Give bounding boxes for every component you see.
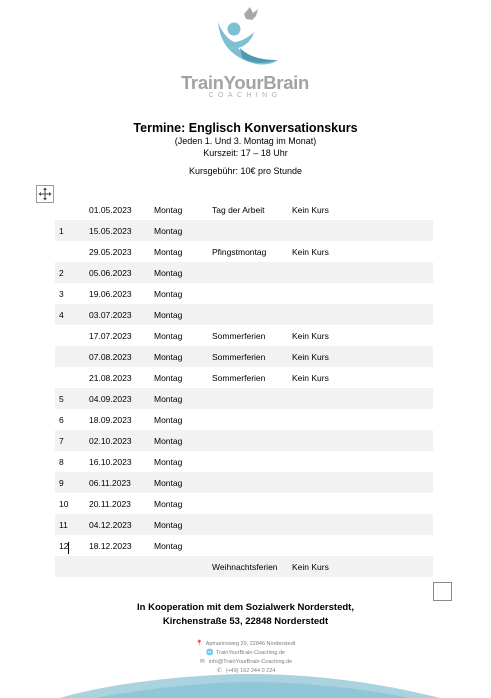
row-weekday: Montag [154, 415, 183, 425]
row-weekday: Montag [154, 247, 183, 257]
row-weekday: Montag [154, 394, 183, 404]
row-number: 10 [59, 499, 69, 509]
table-row[interactable] [55, 367, 433, 388]
table-row[interactable] [55, 493, 433, 514]
row-number: 11 [59, 520, 68, 530]
table-row[interactable] [55, 451, 433, 472]
row-weekday: Montag [154, 289, 183, 299]
location-pin-icon: 📍 [195, 641, 204, 647]
row-weekday: Montag [154, 457, 183, 467]
row-status: Kein Kurs [292, 247, 329, 257]
table-row[interactable] [55, 388, 433, 409]
row-number: 4 [59, 310, 64, 320]
cooperation-line-2: Kirchenstraße 53, 22848 Norderstedt [162, 616, 329, 627]
table-move-handle[interactable] [36, 185, 54, 203]
row-date: 04.12.2023 [89, 520, 132, 530]
row-date: 19.06.2023 [89, 289, 132, 299]
row-status: Kein Kurs [292, 352, 329, 362]
move-arrows-icon [38, 187, 52, 201]
table-resize-handle[interactable] [433, 582, 452, 601]
row-status: Kein Kurs [292, 562, 329, 572]
row-note: Sommerferien [212, 352, 266, 362]
schedule-table[interactable] [55, 199, 433, 577]
phone-icon: ✆ [216, 668, 222, 674]
row-weekday: Montag [154, 331, 183, 341]
row-status: Kein Kurs [292, 373, 329, 383]
row-status: Kein Kurs [292, 205, 329, 215]
row-date: 20.11.2023 [89, 499, 131, 509]
footer-contact-text: info@TrainYourBrain-Coaching.de [208, 659, 293, 665]
row-weekday: Montag [154, 205, 183, 215]
brand-logo [170, 4, 320, 100]
table-row[interactable] [55, 262, 433, 283]
person-with-bird-logo-icon [210, 4, 280, 68]
table-row[interactable] [55, 556, 433, 577]
row-note: Sommerferien [212, 331, 266, 341]
page-subtitle: (Jeden 1. Und 3. Montag im Monat) [174, 136, 317, 146]
footer-contact-line [0, 649, 491, 658]
row-date: 18.09.2023 [89, 415, 132, 425]
row-weekday: Montag [154, 226, 183, 236]
row-status: Kein Kurs [292, 331, 329, 341]
table-row[interactable] [55, 241, 433, 262]
footer-contact-text: (+49) 162 244 0 224 [225, 668, 276, 674]
row-weekday: Montag [154, 499, 183, 509]
brand-name: TrainYourBrain [180, 72, 310, 93]
row-number: 8 [59, 457, 64, 467]
footer-wave [0, 668, 491, 698]
course-time: Kurszeit: 17 – 18 Uhr [203, 148, 288, 158]
table-row[interactable] [55, 220, 433, 241]
row-number: 7 [59, 436, 64, 446]
row-date: 03.07.2023 [89, 310, 132, 320]
table-row[interactable] [55, 199, 433, 220]
row-date: 18.12.2023 [89, 541, 132, 551]
row-note: Sommerferien [212, 373, 266, 383]
row-number: 2 [59, 268, 64, 278]
row-date: 05.06.2023 [89, 268, 132, 278]
row-date: 07.08.2023 [89, 352, 132, 362]
row-weekday: Montag [154, 310, 183, 320]
course-fee: Kursgebühr: 10€ pro Stunde [188, 166, 303, 176]
footer-contact-line [0, 658, 491, 667]
row-note: Pfingstmontag [212, 247, 267, 257]
row-note: Tag der Arbeit [212, 205, 265, 215]
row-weekday: Montag [154, 520, 183, 530]
row-number: 3 [59, 289, 64, 299]
row-number: 1 [59, 226, 64, 236]
row-number: 9 [59, 478, 64, 488]
row-weekday: Montag [154, 478, 183, 488]
page-title: Termine: Englisch Konversationskurs [133, 121, 358, 135]
table-row[interactable] [55, 283, 433, 304]
row-date: 15.05.2023 [89, 226, 132, 236]
row-weekday: Montag [154, 352, 183, 362]
globe-icon: 🌐 [206, 650, 214, 656]
row-date: 29.05.2023 [89, 247, 132, 257]
row-date: 01.05.2023 [89, 205, 132, 215]
table-row[interactable] [55, 430, 433, 451]
table-row[interactable] [55, 325, 433, 346]
table-row[interactable] [55, 304, 433, 325]
row-number: 6 [59, 415, 64, 425]
row-date: 16.10.2023 [89, 457, 132, 467]
table-row[interactable] [55, 472, 433, 493]
row-date: 17.07.2023 [89, 331, 132, 341]
table-row[interactable] [55, 535, 433, 556]
row-date: 02.10.2023 [89, 436, 132, 446]
footer-contact-text: Apmannsweg 29, 22846 Norderstedt [205, 641, 296, 647]
row-weekday: Montag [154, 436, 183, 446]
row-number: 12 [59, 541, 69, 551]
row-note: Weihnachtsferien [212, 562, 278, 572]
mail-icon: ✉ [199, 659, 205, 665]
row-weekday: Montag [154, 373, 183, 383]
row-number: 5 [59, 394, 64, 404]
table-row[interactable] [55, 514, 433, 535]
table-row[interactable] [55, 409, 433, 430]
text-cursor [68, 542, 69, 554]
row-date: 04.09.2023 [89, 394, 132, 404]
footer-contact-text: TrainYourBrain-Coaching.de [216, 650, 285, 656]
row-date: 21.08.2023 [89, 373, 132, 383]
table-row[interactable] [55, 346, 433, 367]
row-weekday: Montag [154, 541, 183, 551]
cooperation-line-1: In Kooperation mit dem Sozialwerk Norderstedt, [137, 602, 354, 613]
brand-tagline: COACHING [208, 92, 282, 99]
row-weekday: Montag [154, 268, 183, 278]
footer-contact-line [0, 640, 491, 649]
row-date: 06.11.2023 [89, 478, 131, 488]
